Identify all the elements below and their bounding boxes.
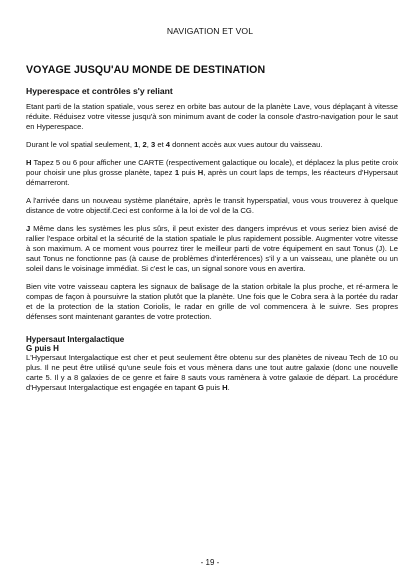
text: Durant le vol spatial seulement,: [26, 140, 135, 150]
text: ,: [138, 140, 143, 150]
key-h: H: [222, 383, 228, 393]
paragraph-intro: Etant parti de la station spatiale, vous serez en orbite bas autour de la planète Lave, vous déplaçant à vitesse réduite. Réduisez votre vitesse jusqu'à son minimum avant de coder la console d'astro-navigation pour le saut en Hyperespace.: [26, 102, 398, 132]
running-header: NAVIGATION ET VOL: [166, 26, 254, 36]
paragraph-station-signal: Bien vite votre vaisseau captera les signaux de balisage de la station orbitale la plus proche, et ré-armera le compas de façon à poursuivre la station plutôt que la planète. Une fois que le Cobra sera à la portée du radar et de la protection de la station Coriolis, le radar en grille de vol commencera à le suivre. Ses propres défenses sont maintenant garantes de votre protection.: [26, 282, 398, 322]
page-number: - 19 -: [200, 558, 220, 567]
key-3: 3: [151, 140, 156, 150]
section-subtitle: Hyperespace et contrôles s'y reliant: [26, 86, 173, 96]
text: ,: [146, 140, 151, 150]
key-4: 4: [165, 140, 171, 150]
key-1: 1: [134, 140, 139, 150]
text: et: [155, 140, 166, 150]
subsection-keys: G puis H: [26, 344, 59, 354]
page-content: [26, 64, 398, 401]
key-j: J: [26, 224, 31, 234]
text: L'Hypersaut Intergalactique est cher et peut seulement être obtenu sur des planètes de niveau Tech de 10 ou plus. Il ne peut être utilisé qu'une seule fois et vous mènera dans une tout autre galaxie (donc une nouvelle carte 5. Il y a 8 galaxies de ce genre et faire 8 sauts vous ramènera à votre galaxie de départ. La procédure d'Hypersaut Intergalactique est engagée en tapant: [26, 353, 398, 393]
key-h: H: [197, 168, 204, 178]
text: Tapez 5 ou 6 pour afficher une CARTE (respectivement galactique ou locale), et déplacez la plus petite croix pour choisir une plus grosse planète, tapez: [26, 158, 398, 178]
key-1: 1: [174, 168, 180, 178]
paragraph-hyperspace-key: [26, 158, 398, 188]
key-h: H: [26, 158, 32, 168]
text: , après un court laps de temps, les réacteurs d'Hypersaut démarreront.: [26, 168, 399, 188]
text: puis: [179, 168, 198, 178]
key-g: G: [198, 383, 204, 393]
paragraph-views: [26, 140, 398, 150]
text: Même dans les systèmes les plus sûrs, il peut exister des dangers imprévus et vous seriez bien avisé de rallier l'espace orbital et la sécurité de la station spatiale le plus rapidement possible. Augmenter votre vitesse à son maximum. A ce moment vous pourrez tirer le meilleur parti de votre équipement en saut Tonus (J). Le saut Tonus ne fonctionne pas (à cause de problèmes d'interférences) s'il y a un vaisseau, une planète ou un soleil dans le voisinage immédiat. Si c'est le cas, un signal sonore vous en avertira.: [26, 224, 398, 274]
paragraph-intergalactic: [26, 353, 398, 393]
text: .: [227, 383, 230, 393]
text: donnent accès aux vues autour du vaisseau.: [170, 140, 323, 150]
key-2: 2: [142, 140, 147, 150]
paragraph-tonus-jump: [26, 224, 398, 274]
subsection-title: Hypersaut Intergalactique: [26, 335, 125, 345]
text: puis: [203, 383, 223, 393]
section-title: VOYAGE JUSQU'AU MONDE DE DESTINATION: [26, 64, 266, 76]
paragraph-arrival: A l'arrivée dans un nouveau système planétaire, après le transit hyperspatial, vous vous trouverez à quelque distance de votre objectif.Ceci est conforme à la loi de vol de la CG.: [26, 196, 398, 216]
